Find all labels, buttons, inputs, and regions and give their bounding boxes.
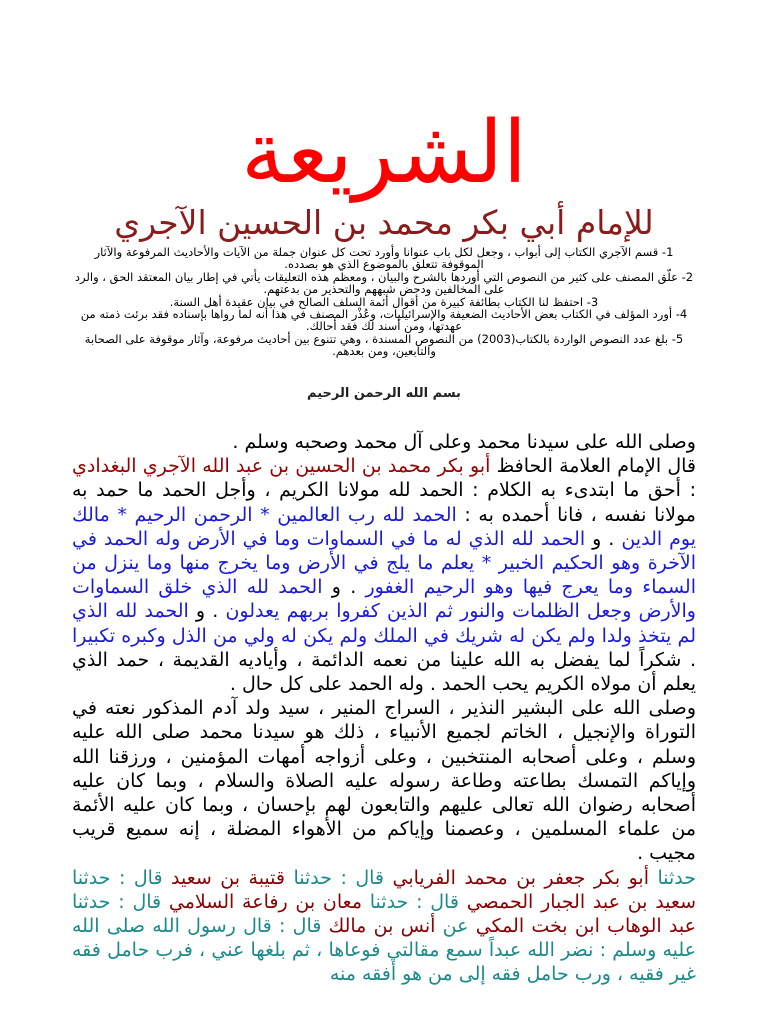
hadith-paragraph — [72, 866, 696, 987]
text-run: . شكراً لما يفضل به الله علينا من نعمه الدائمة ، وأياديه القديمة ، حمد الذي يعلم أن مولاه الكريم يحب الحمد . وله الحمد على كل حال . — [72, 648, 696, 696]
author-name: أبو بكر محمد بن الحسين بن عبد الله الآجري البغدادي — [72, 455, 491, 478]
narrator-name: عبد الوهاب ابن بخت المكي — [475, 915, 696, 938]
hamd-paragraph — [72, 454, 696, 696]
book-title: الشريعة — [241, 103, 527, 203]
quran-verse: الحمد لله الذي له ما في السماوات وما في الأرض وله الحمد في الآخرة وهو الحكيم الخبير * يعلم ما يلج في الأرض وما يخرج منها وما ينزل من السماء وما يعرج فيها وهو الرحيم الغفور — [72, 527, 696, 599]
author-line: للإمام أبي بكر محمد بن الحسين الآجري — [114, 203, 654, 242]
isnad-run: عن — [435, 915, 476, 938]
isnad-run: قال : حدثنا — [72, 890, 169, 913]
text-run: : أحق ما ابتدىء به الكلام : الحمد لله مولانا الكريم ، وأجل الحمد ما حمد به مولانا نفسه ، فانا أحمده به : — [72, 479, 696, 526]
opening-line: وصلى الله على سيدنا محمد وعلى آل محمد وصحبه وسلم . — [232, 431, 696, 453]
isnad-run: قال : حدثنا — [362, 890, 467, 913]
hadith-matn: قال : قال رسول الله صلى الله عليه وسلم : نضر الله عبداً سمع مقالتي فوعاها ، ثم بلغها عني ، فرب حامل فقه غير فقيه ، ورب حامل فقه إلى من هو أفقه منه — [72, 915, 696, 986]
text-run: . و — [188, 600, 226, 623]
quran-verse: الحمد لله الذي خلق السماوات والأرض وجعل الظلمات والنور ثم الذين كفروا بربهم يعدلون — [72, 576, 696, 623]
narrator-name: معان بن رفاعة السلامي — [168, 890, 362, 913]
text-run: . و — [322, 576, 366, 599]
isnad-run: قال : حدثنا — [284, 866, 393, 889]
book-notes — [74, 246, 694, 358]
note-item: 2- علّق المصنف على كثير من النصوص التي أوردها بالشرح والبيان ، ومعظم هذه التعليقات يأتي في إطار بيان المعتقد الحق ، والرد على المخالفين ودحض شبههم والتحذير من بدعتهم. — [74, 269, 694, 297]
quran-verse: الحمد لله رب العالمين * الرحمن الرحيم * مالك يوم الدين — [72, 503, 697, 550]
narrator-name: أبو بكر جعفر بن محمد الفريابي — [392, 866, 650, 889]
note-item: 4- أورد المؤلف في الكتاب بعض الأحاديث الضعيفة والإسرائيليات، وعُذْر المصنف في هذا أنه لما رواها بإسناده فقد برئت ذمته من عهدتها، ومن أسند لك فقد أحالك. — [80, 307, 688, 334]
isnad-run: حدثنا — [649, 866, 697, 889]
main-text — [72, 430, 696, 987]
note-item: 3- احتفظ لنا الكتاب بطائفة كبيرة من أقوال أئمة السلف الصالح في بيان عقيدة أهل السنة. — [169, 294, 599, 309]
narrator-name: قتيبة بن سعيد — [171, 866, 285, 889]
text-run: قال الإمام العلامة الحافظ — [490, 455, 696, 478]
salat-paragraph: وصلى الله على البشير النذير ، السراج المنير ، سيد ولد آدم المذكور نعته في التوراة والإنجيل ، الخاتم لجميع الأنبياء ، ذلك هو سيدنا محمد صلى الله عليه وسلم ، وعلى أصحابه المنتخبين ، وعلى أزواجه أمهات المؤمنين ، ورزقنا الله وإياكم التمسك بطاعته وطاعة رسوله عليه الصلاة والسلام ، وبما كان عليه أصحابه رضوان الله تعالى عليهم والتابعون لهم بإحسان ، وبما كان عليه الأئمة من علماء المسلمين ، وعصمنا وإياكم من الأهواء المضلة ، إنه سميع قريب مجيب . — [72, 697, 696, 865]
note-item: 1- قسم الآجري الكتاب إلى أبواب ، وجعل لكل باب عنوانا وأورد تحت كل عنوان جملة من الآيات والأحاديث المرفوعة والآثار الموقوفة تتعلق بالموضوع الذي هو بصدده. — [94, 245, 674, 272]
isnad-run: قال : حدثنا — [72, 866, 172, 889]
basmala: بسم الله الرحمن الرحيم — [307, 386, 461, 401]
text-run: . و — [585, 527, 622, 550]
note-item: 5- بلغ عدد النصوص الواردة بالكتاب(2003) من النصوص المسندة ، وهي تتنوع بين أحاديث مرفوعة، وآثار موقوفة على الصحابة والتابعين، ومن بعدهم. — [84, 331, 684, 359]
quran-verse: الحمد لله الذي لم يتخذ ولدا ولم يكن له شريك في الملك ولم يكن له ولي من الذل وكبره تكبيرا — [72, 600, 696, 647]
narrator-name: أنس بن مالك — [328, 915, 436, 938]
narrator-name: سعيد بن عبد الجبار الحمصي — [466, 890, 697, 913]
